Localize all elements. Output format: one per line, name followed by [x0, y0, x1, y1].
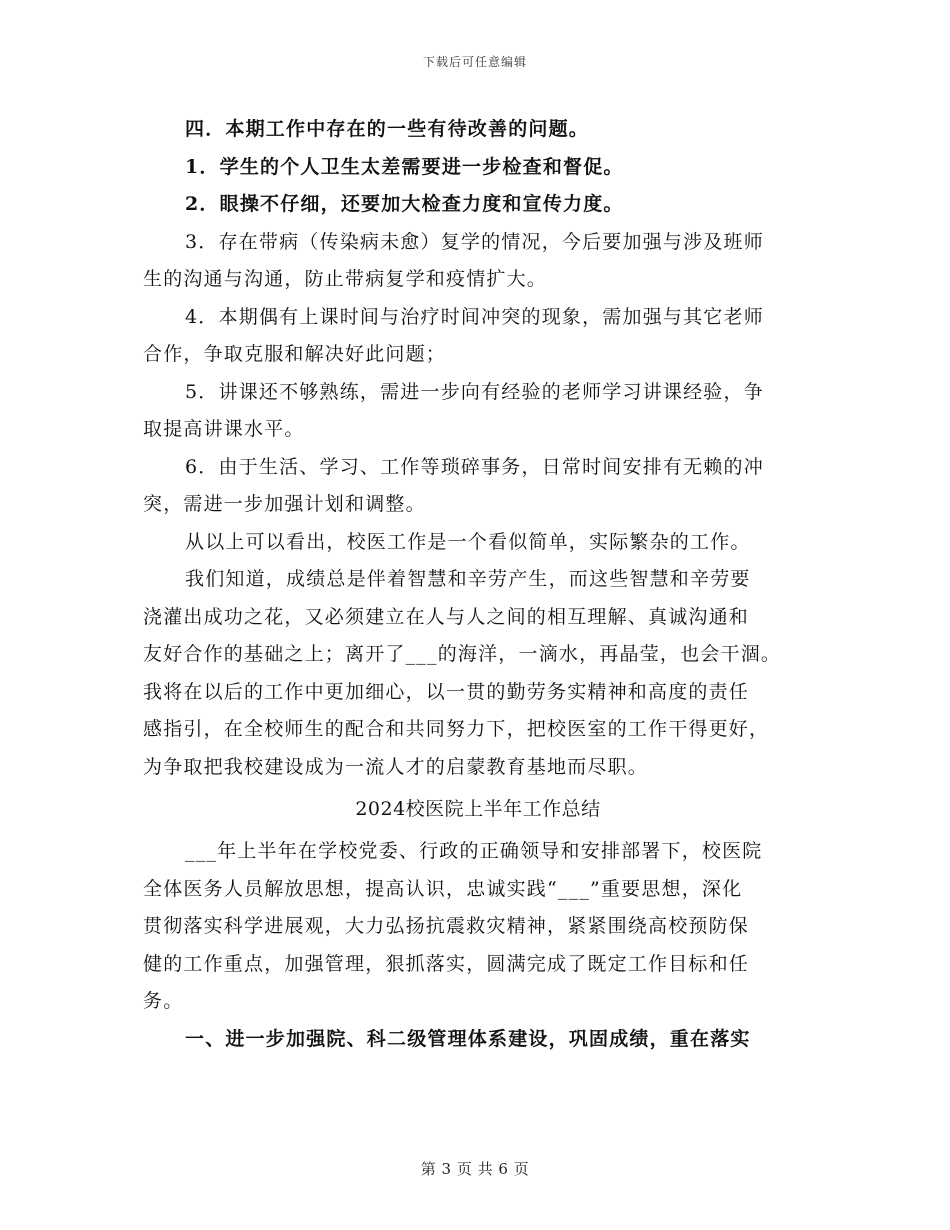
- paragraph-line: 我将在以后的工作中更加细心，以一贯的勤劳务实精神和高度的责任: [143, 680, 750, 703]
- paragraph-line: 友好合作的基础之上；离开了___的海洋，一滴水，再晶莹，也会干涸。: [143, 643, 782, 665]
- page-indicator: 第 3 页 共 6 页: [420, 1160, 530, 1178]
- paragraph-line: 全体医务人员解放思想，提高认识，忠诚实践“___”重要思想，深化: [143, 877, 743, 900]
- list-item: 2．眼操不仔细，还要加大检查力度和宣传力度。: [185, 193, 624, 215]
- paragraph-line: 浇灌出成功之花，又必须建立在人与人之间的相互理解、真诚沟通和: [143, 605, 750, 628]
- section-heading: 一、进一步加强院、科二级管理体系建设，巩固成绩，重在落实: [185, 1027, 751, 1050]
- list-item: 5．讲课还不够熟练，需进一步向有经验的老师学习讲课经验，争: [185, 380, 764, 403]
- header-note: 下载后可任意编辑: [422, 55, 527, 69]
- paragraph: 我们知道，成绩总是伴着智慧和辛劳产生，而这些智慧和辛劳要: [185, 568, 751, 590]
- list-item-continuation: 取提高讲课水平。: [143, 418, 305, 440]
- list-item: 6．由于生活、学习、工作等琐碎事务，日常时间安排有无赖的冲: [185, 455, 764, 478]
- list-item: 1．学生的个人卫生太差需要进一步检查和督促。: [185, 155, 624, 178]
- document-body: [143, 111, 813, 1058]
- list-item-continuation: 生的沟通与沟通，防止带病复学和疫情扩大。: [143, 268, 548, 290]
- paragraph-line: 感指引，在全校师生的配合和共同努力下，把校医室的工作干得更好，: [143, 718, 770, 740]
- section-heading: 四．本期工作中存在的一些有待改善的问题。: [185, 118, 590, 140]
- paragraph-line: 务。: [143, 990, 184, 1012]
- paragraph-line: 为争取把我校建设成为一流人才的启蒙教育基地而尽职。: [143, 755, 649, 778]
- list-item: 4．本期偶有上课时间与治疗时间冲突的现象，需加强与其它老师: [185, 305, 764, 328]
- paragraph: 从以上可以看出，校医工作是一个看似简单，实际繁杂的工作。: [185, 530, 751, 553]
- list-item-continuation: 合作，争取克服和解决好此问题；: [143, 343, 447, 365]
- paragraph-line: 健的工作重点，加强管理，狠抓落实，圆满完成了既定工作目标和任: [143, 952, 750, 975]
- list-item: 3．存在带病（传染病未愈）复学的情况，今后要加强与涉及班师: [185, 230, 764, 253]
- article-title: 2024校医院上半年工作总结: [355, 798, 601, 820]
- list-item-continuation: 突，需进一步加强计划和调整。: [143, 493, 426, 515]
- paragraph-line: 贯彻落实科学进展观，大力弘扬抗震救灾精神，紧紧围绕高校预防保: [143, 915, 750, 937]
- paragraph: ___年上半年在学校党委、行政的正确领导和安排部署下，校医院: [185, 840, 763, 862]
